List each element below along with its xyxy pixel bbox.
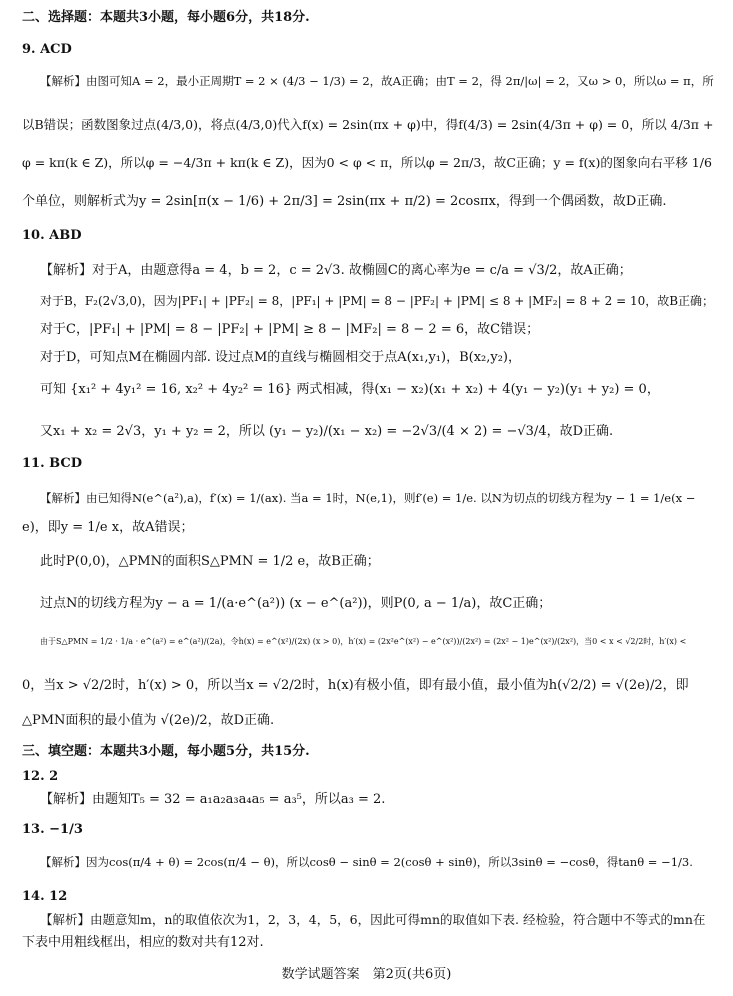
page-footer: 数学试题答案 第2页(共6页) bbox=[281, 967, 452, 982]
q11-line: 此时P(0,0)，△PMN的面积S△PMN = 1/2 e，故B正确； bbox=[40, 554, 380, 569]
q10-line: 对于B，F₂(2√3,0)，因为|PF₁| + |PF₂| = 8，|PF₁| + |PM| = 8 − |PF₂| + |PM| ≤ 8 + |MF₂| = 8 + 2 = 10，故B正确； bbox=[40, 294, 715, 308]
section2-heading: 二、选择题：本题共3小题，每小题6分，共18分. bbox=[22, 10, 310, 25]
q13-line: 【解析】因为cos(π/4 + θ) = 2cos(π/4 − θ)，所以cosθ − sinθ = 2(cosθ + sinθ)，所以3sinθ = −cosθ，得tanθ = −1/3. bbox=[40, 855, 693, 869]
q11-line: 【解析】由已知得N(e^(a²),a)，f′(x) = 1/(ax). 当a = 1时，N(e,1)，则f′(e) = 1/e. 以N为切点的切线方程为y − 1 = 1/e(x − bbox=[40, 491, 696, 505]
q10-answer: 10. ABD bbox=[22, 228, 82, 243]
q11-line: 过点N的切线方程为y − a = 1/(a·e^(a²)) (x − e^(a²))，则P(0, a − 1/a)，故C正确； bbox=[40, 596, 552, 611]
q11-answer: 11. BCD bbox=[22, 456, 82, 471]
q9-line: φ = kπ(k ∈ Z)，所以φ = −4/3π + kπ(k ∈ Z)，因为0 < φ < π，所以φ = 2π/3，故C正确；y = f(x)的图象向右平移 1/6 bbox=[22, 155, 712, 170]
q9-line: 以B错误；函数图象过点(4/3,0)，将点(4/3,0)代入f(x) = 2sin(πx + φ)中，得f(4/3) = 2sin(4/3π + φ) = 0，所以 4/3π + bbox=[22, 117, 714, 132]
q9-line: 个单位，则解析式为y = 2sin[π(x − 1/6) + 2π/3] = 2sin(πx + π/2) = 2cosπx，得到一个偶函数，故D正确. bbox=[22, 194, 667, 209]
q10-line: 对于D，可知点M在椭圆内部. 设过点M的直线与椭圆相交于点A(x₁,y₁)，B(x₂,y₂)， bbox=[40, 350, 522, 365]
q10-line: 【解析】对于A，由题意得a = 4，b = 2，c = 2√3. 故椭圆C的离心率为e = c/a = √3/2，故A正确； bbox=[40, 263, 632, 278]
q12-answer: 12. 2 bbox=[22, 769, 59, 784]
q10-line: 对于C，|PF₁| + |PM| = 8 − |PF₂| + |PM| ≥ 8 − |MF₂| = 8 − 2 = 6，故C错误； bbox=[40, 322, 540, 337]
q14-answer: 14. 12 bbox=[22, 889, 68, 904]
q11-line: △PMN面积的最小值为 √(2e)/2，故D正确. bbox=[22, 713, 275, 728]
q14-line: 下表中用粗线框出，相应的数对共有12对. bbox=[22, 935, 264, 950]
q10-line: 可知 {x₁² + 4y₁² = 16, x₂² + 4y₂² = 16} 两式相减，得(x₁ − x₂)(x₁ + x₂) + 4(y₁ − y₂)(y₁ + y₂) = 0， bbox=[40, 382, 660, 397]
q9-line: 【解析】由图可知A = 2，最小正周期T = 2 × (4/3 − 1/3) = 2，故A正确；由T = 2，得 2π/|ω| = 2，又ω > 0，所以ω = π，所 bbox=[40, 74, 714, 88]
q11-line: 0，当x > √2/2时，h′(x) > 0，所以当x = √2/2时，h(x)有极小值，即有最小值，最小值为h(√2/2) = √(2e)/2，即 bbox=[22, 678, 689, 693]
q12-line: 【解析】由题知T₅ = 32 = a₁a₂a₃a₄a₅ = a₃⁵，所以a₃ = 2. bbox=[40, 792, 386, 807]
section3-heading: 三、填空题：本题共3小题，每小题5分，共15分. bbox=[22, 744, 310, 759]
q13-answer: 13. −1/3 bbox=[22, 822, 83, 837]
q9-answer: 9. ACD bbox=[22, 42, 72, 57]
q10-line: 又x₁ + x₂ = 2√3，y₁ + y₂ = 2，所以 (y₁ − y₂)/(x₁ − x₂) = −2√3/(4 × 2) = −√3/4，故D正确. bbox=[40, 424, 614, 439]
q14-line: 【解析】由题意知m，n的取值依次为1，2，3，4，5，6，因此可得mn的取值如下表. 经检验，符合题中不等式的mn在 bbox=[40, 912, 706, 927]
q11-line: e)，即y = 1/e x，故A错误； bbox=[22, 520, 194, 535]
q11-line: 由于S△PMN = 1/2 · 1/a · e^(a²) = e^(a²)/(2a)，令h(x) = e^(x²)/(2x) (x > 0)，h′(x) = (2x²e^(x²) − e^(x²))/(2x²) = (2x² − 1)e^(x²)/(2x²)，当0 < x < √2/2时，h′(x) < bbox=[40, 637, 687, 646]
